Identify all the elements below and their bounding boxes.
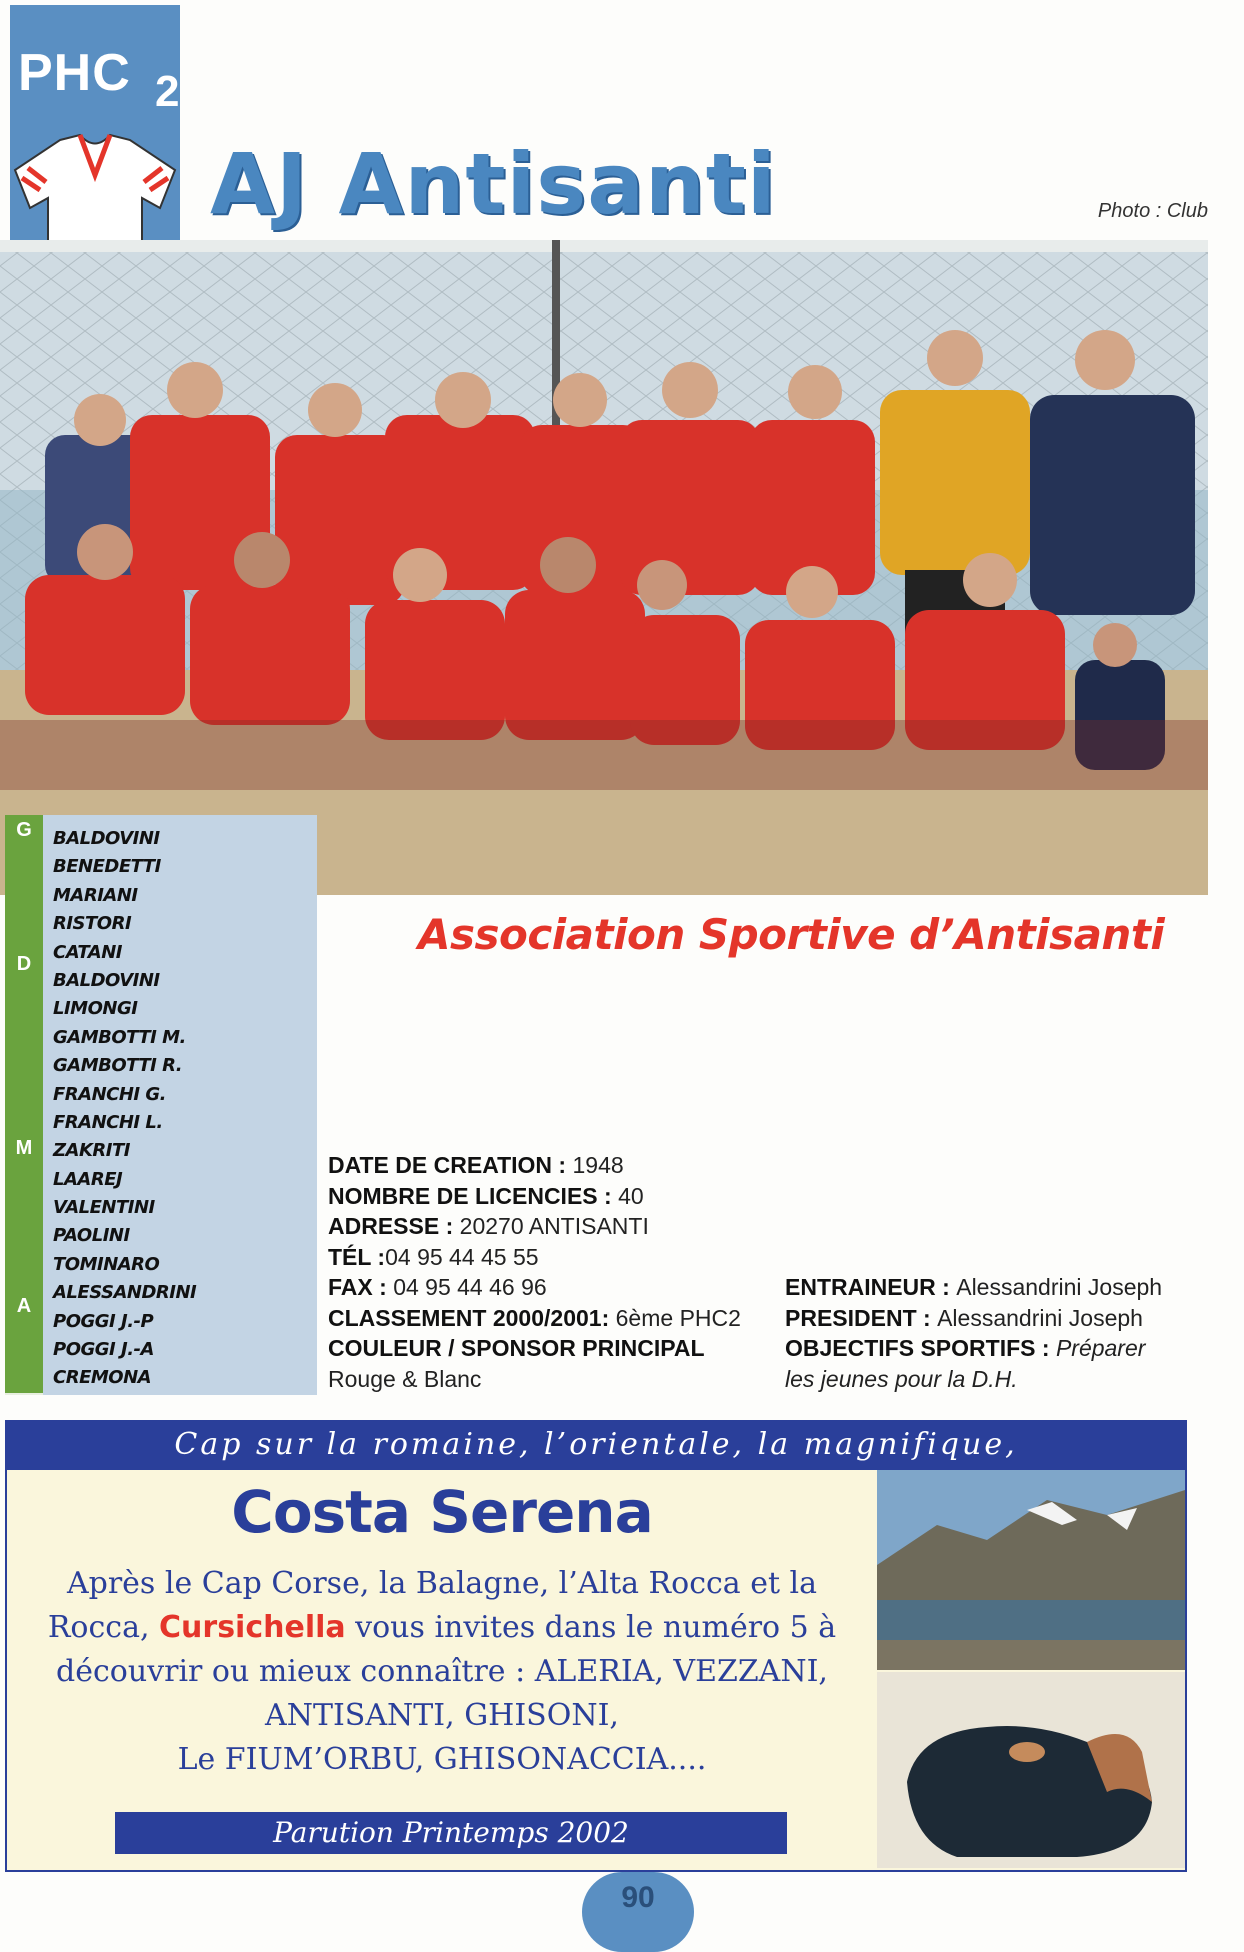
player-name: ZAKRITI <box>53 1140 130 1162</box>
player-name: CREMONA <box>53 1367 152 1389</box>
advert-body: Après le Cap Corse, la Balagne, l’Alta Rocca et la Rocca, Cursichella vous invites dans le numéro 5 à découvrir ou mieux connaître : ALERIA, VEZZANI, ANTISANTI, GHISONI, Le FIUM’ORBU, GHISONACCIA.... <box>47 1566 837 1777</box>
player-name: GAMBOTTI R. <box>53 1055 183 1077</box>
info-row-president: PRESIDENT : Alessandrini Joseph <box>785 1304 1143 1331</box>
player-name: ALESSANDRINI <box>53 1282 197 1304</box>
advert-banner: Cap sur la romaine, l’orientale, la magnifique, <box>7 1422 1185 1470</box>
photo-credit: Photo : Club <box>1097 200 1208 222</box>
player-roster <box>5 815 317 1395</box>
player-list <box>53 825 196 1393</box>
player-name: BALDOVINI <box>53 828 160 849</box>
player-name: VALENTINI <box>53 1197 155 1219</box>
club-name: AJ Antisanti <box>210 135 777 233</box>
info-row-objectives: OBJECTIFS SPORTIFS : Préparer <box>785 1335 1146 1361</box>
team-photo <box>0 240 1208 895</box>
position-letter-a: A <box>16 1295 32 1317</box>
position-letter-g: G <box>16 819 32 841</box>
info-row-ranking: CLASSEMENT 2000/2001: 6ème PHC2 <box>328 1304 741 1331</box>
player-name: POGGI J.-A <box>53 1339 154 1361</box>
player-name: GAMBOTTI M. <box>53 1026 186 1048</box>
brand-name: Cursichella <box>159 1610 346 1645</box>
player-name: MARIANI <box>53 884 138 906</box>
association-name: Association Sportive d’Antisanti <box>418 910 1165 959</box>
page-number: 90 <box>582 1872 694 1952</box>
player-name: LAAREJ <box>53 1168 123 1190</box>
info-row-licences: NOMBRE DE LICENCIES : 40 <box>328 1182 644 1209</box>
player-name: BALDOVINI <box>53 969 160 991</box>
badge-number: 2 <box>155 67 180 116</box>
info-row-objectives-cont: les jeunes pour la D.H. <box>785 1365 1018 1392</box>
advert-title: Costa Serena <box>231 1478 653 1546</box>
antique-vase-photo <box>877 1672 1185 1868</box>
player-name: LIMONGI <box>53 998 138 1020</box>
player-name: TOMINARO <box>53 1253 160 1275</box>
player-name: POGGI J.-P <box>53 1310 154 1332</box>
player-name: FRANCHI L. <box>53 1111 163 1133</box>
info-row-colors: Rouge & Blanc <box>328 1365 482 1392</box>
player-name: FRANCHI G. <box>53 1083 167 1105</box>
info-row-coach: ENTRAINEUR : Alessandrini Joseph <box>785 1274 1163 1300</box>
club-info-left <box>328 1150 778 1394</box>
badge-label: PHC <box>18 44 131 102</box>
magazine-advert <box>5 1420 1187 1872</box>
player-name: BENEDETTI <box>53 856 161 878</box>
player-name: RISTORI <box>53 913 132 935</box>
club-info-right <box>785 1272 1225 1394</box>
info-row-phone: TÉL :04 95 44 45 55 <box>328 1243 539 1270</box>
mountain-lake-photo <box>877 1470 1185 1670</box>
player-name: CATANI <box>53 941 122 963</box>
position-letter-d: D <box>16 953 32 975</box>
info-row-creation: DATE DE CREATION : 1948 <box>328 1152 624 1178</box>
team-photo-illustration <box>0 240 1208 895</box>
info-row-sponsor: COULEUR / SPONSOR PRINCIPAL <box>328 1335 705 1361</box>
info-row-address: ADRESSE : 20270 ANTISANTI <box>328 1213 649 1239</box>
advert-footer: Parution Printemps 2002 <box>115 1812 787 1854</box>
position-letter-m: M <box>15 1137 33 1159</box>
info-row-fax: FAX : 04 95 44 46 96 <box>328 1274 547 1300</box>
player-name: PAOLINI <box>53 1225 130 1247</box>
